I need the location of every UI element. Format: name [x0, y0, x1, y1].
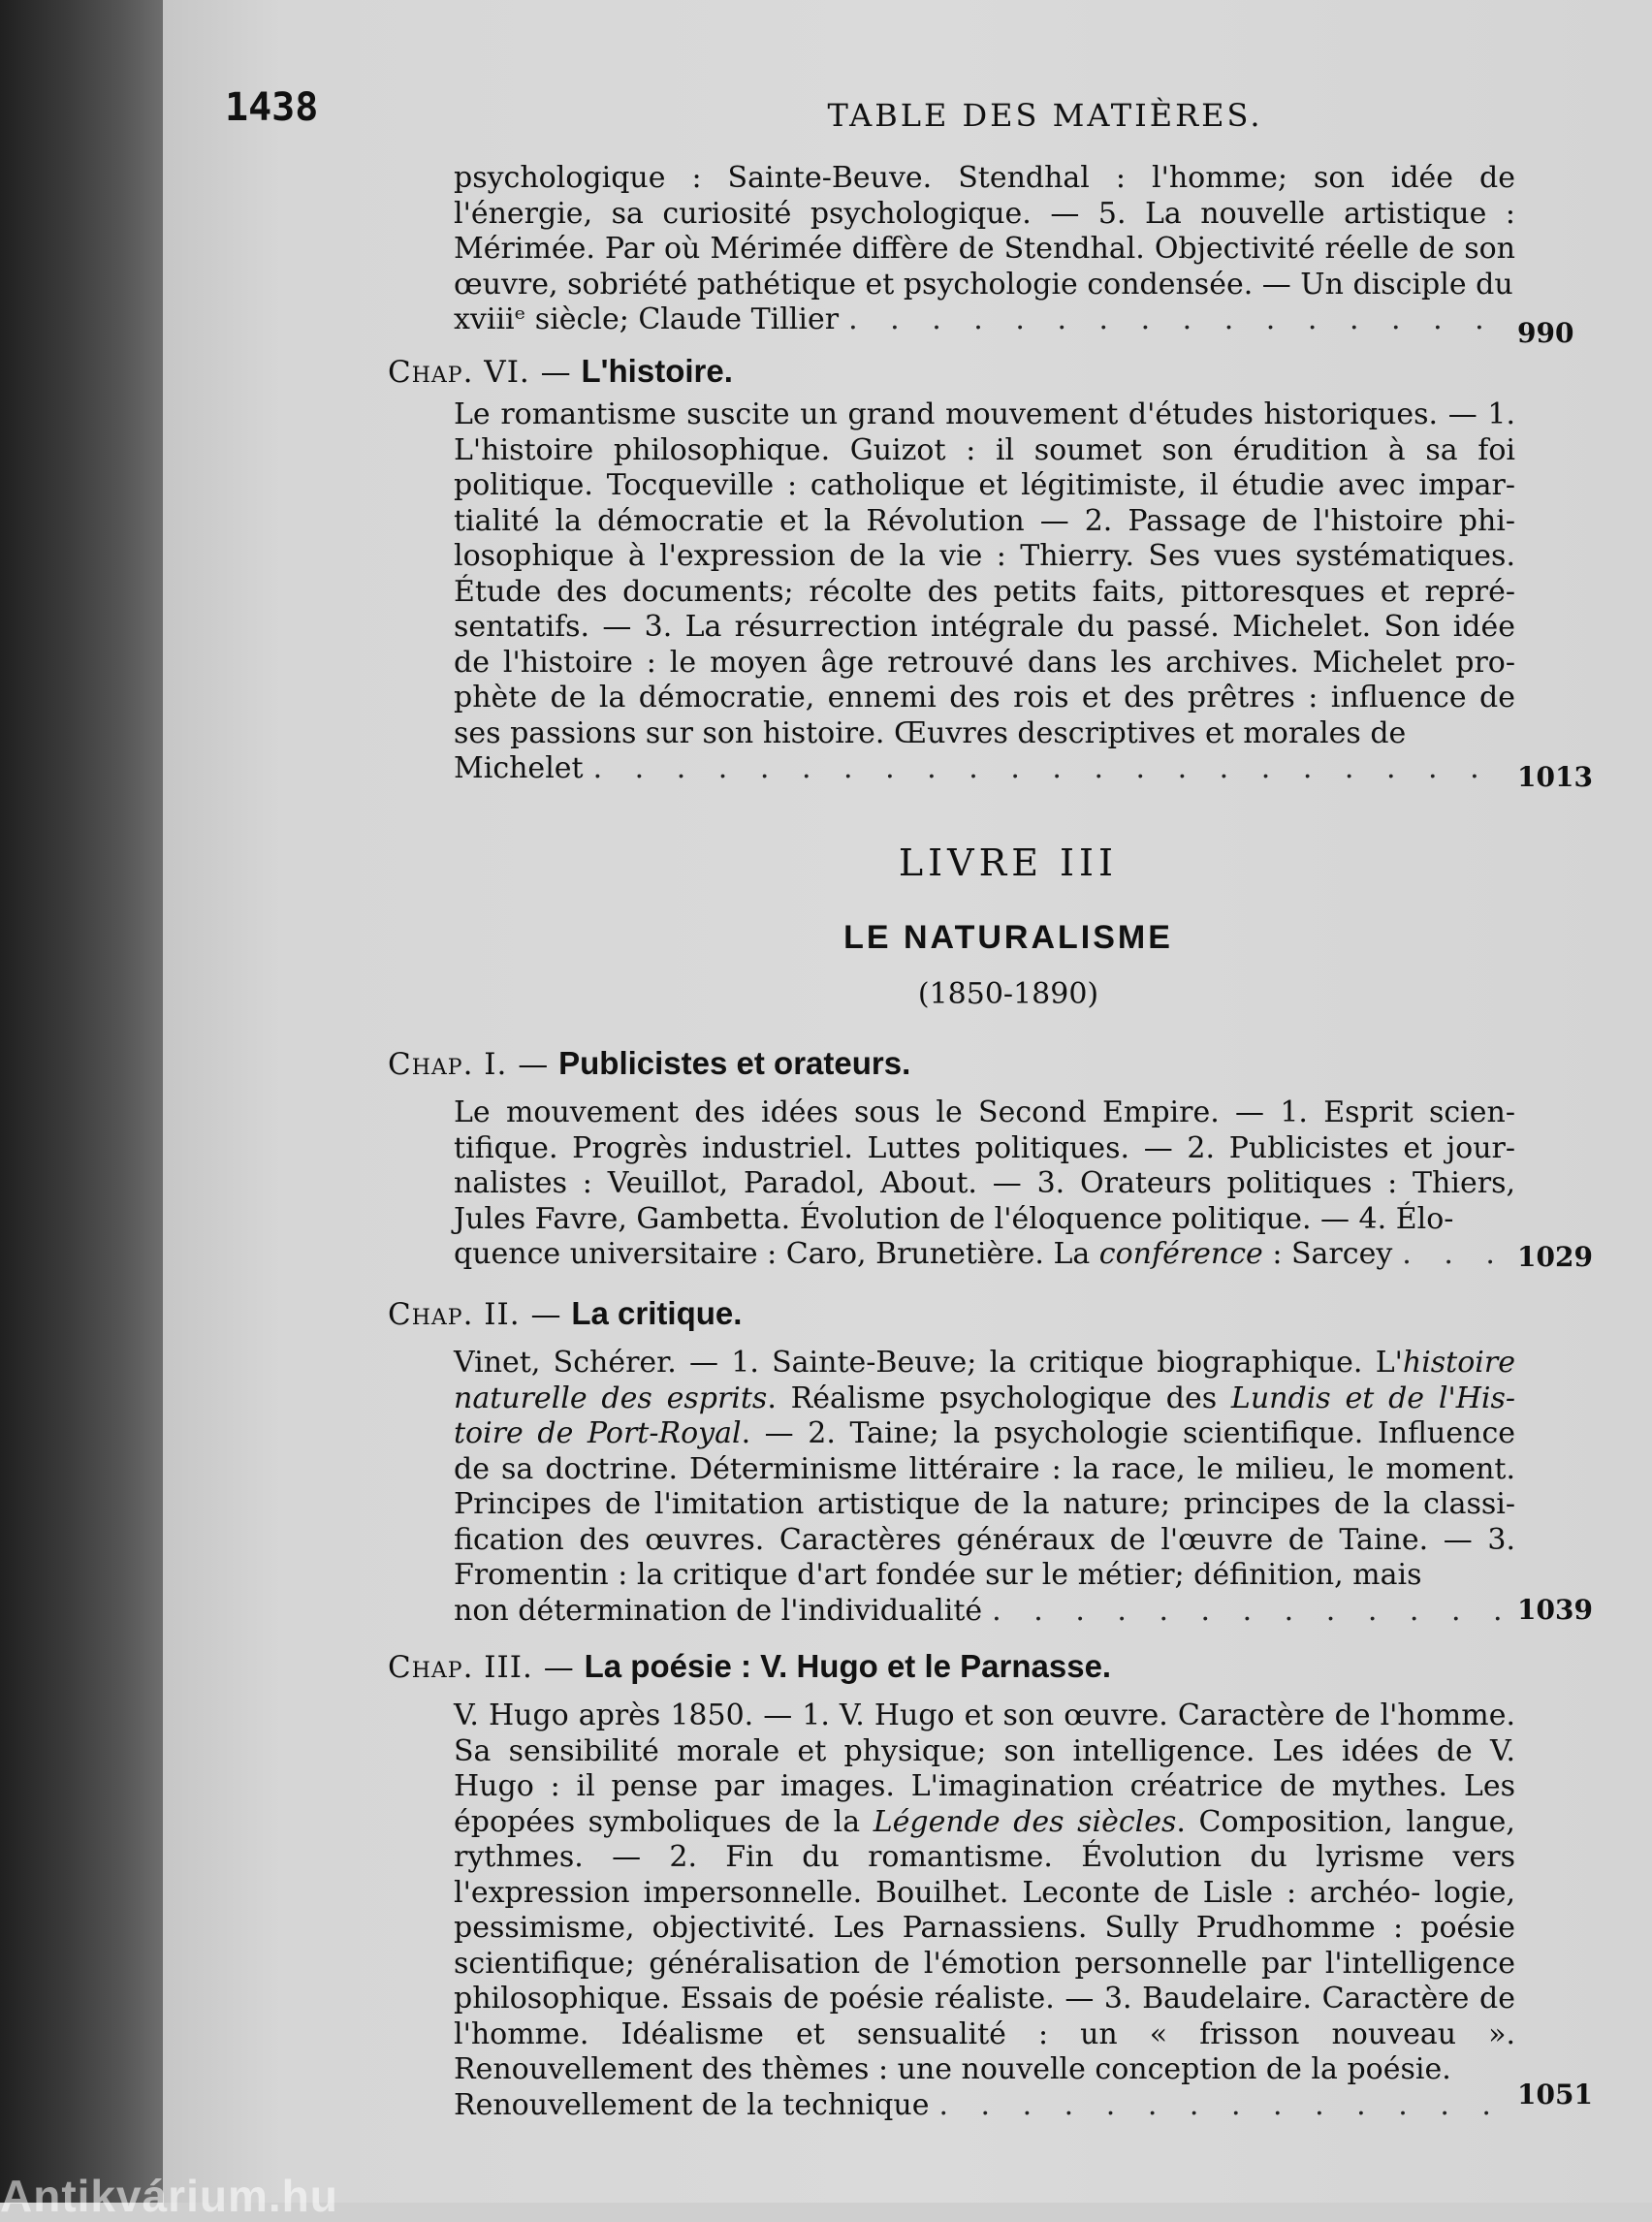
book-part-dates: (1850-1890): [917, 977, 1099, 1011]
toc-entry-chap-i: [454, 1095, 1515, 1273]
page-number: 1438: [225, 85, 319, 130]
entry-text: V. Hugo après 1850. — 1. V. Hugo et son œuvre. Caractère de l'homme. Sa sensibilité morale et physique; son intelligence. Les idées de V. Hugo : il pense par images. L'imagination créatrice de mythes. Les épopées symboliques de la Légende des siècles. Composition, langue, rythmes. — 2. Fin du romantisme. Évolution du lyrisme vers l'expression impersonnelle. Bouilhet. Leconte de Lisle : archéo- logie, pessimisme, objectivité. Les Parnassiens. Sully Prudhomme : poésie scientifique; généralisation de l'émotion personnelle par l'intelligence philosophique. Essais de poésie réaliste. — 3. Baudelaire. Caractère de l'homme. Idéalisme et sensualité : un « frisson nouveau ». Renouvellement des thèmes : une nouvelle conception de la poésie.: [454, 1698, 1516, 2086]
page-reference: 1051: [1517, 2079, 1593, 2111]
watermark: Antikvárium.hu: [0, 2171, 338, 2221]
entry-text: Le romantisme suscite un grand mouvement d'études historiques. — 1. L'histoire philosophique. Guizot : il soumet son érudition à sa foi politique. Tocqueville : catholique et légitimiste, il étudie avec impar- tialité la démocratie et la Révolution — 2. Passage de l'histoire phi- losophique à l'expression de la vie : Thierry. Ses vues systématiques. Étude des documents; récolte des petits faits, pittoresques et repré- sentatifs. — 3. La résurrection intégrale du passé. Michelet. Son idée de l'histoire : le moyen âge retrouvé dans les archives. Michelet pro- phète de la démocratie, ennemi des rois et des prêtres : influence de ses passions sur son histoire. Œuvres descriptives et morales de: [454, 397, 1515, 750]
page-reference: 1029: [1517, 1241, 1593, 1273]
chapter-heading: Chap. III. — La poésie : V. Hugo et le Parnasse.: [388, 1648, 1112, 1685]
book-part-title: LE NATURALISME: [843, 919, 1173, 956]
chapter-heading: Chap. VI. — L'histoire.: [388, 353, 733, 390]
entry-text: Vinet, Schérer. — 1. Sainte-Beuve; la critique biographique. L'histoire naturelle des esprits. Réalisme psychologique des Lundis et de l'His- toire de Port-Royal. — 2. Taine; la psychologie scientifique. Influence de sa doctrine. Déterminisme littéraire : la race, le milieu, le moment. Principes de l'imitation artistique de la nature; principes de la classi- fication des œuvres. Caractères généraux de l'œuvre de Taine. — 3. Fromentin : la critique d'art fondée sur le métier; définition, mais: [454, 1346, 1516, 1592]
running-title: TABLE DES MATIÈRES.: [827, 97, 1263, 134]
toc-entry-carryover: [454, 161, 1515, 338]
toc-entry-chap-vi: [454, 397, 1515, 787]
page-reference: 1039: [1517, 1594, 1593, 1626]
page-reference: 1013: [1517, 761, 1593, 793]
toc-leader-line: xviiiᵉ siècle; Claude Tillier . . .: [454, 302, 1515, 338]
toc-leader-line: Renouvellement de la technique . . .: [454, 2088, 1515, 2124]
toc-leader-line: Michelet . . .: [454, 751, 1515, 787]
book-binding-shadow: [0, 0, 163, 2203]
entry-text: Le mouvement des idées sous le Second Empire. — 1. Esprit scien- tifique. Progrès industriel. Luttes politiques. — 2. Publicistes et jour- nalistes : Veuillot, Paradol, About. — 3. Orateurs politiques : Thiers, Jules Favre, Gambetta. Évolution de l'éloquence politique. — 4. Élo-: [454, 1095, 1515, 1236]
chapter-heading: Chap. II. — La critique.: [388, 1295, 743, 1332]
book-part-number: LIVRE III: [898, 841, 1119, 884]
chapter-heading: Chap. I. — Publicistes et orateurs.: [388, 1045, 911, 1082]
page-reference: 990: [1517, 317, 1574, 349]
toc-leader-line: non détermination de l'individualité . . .: [454, 1594, 1515, 1630]
entry-text: psychologique : Sainte-Beuve. Stendhal : l'homme; son idée de l'énergie, sa curiosité psychologique. — 5. La nouvelle artistique : Mérimée. Par où Mérimée diffère de Stendhal. Objectivité réelle de son œuvre, sobriété pathétique et psychologie condensée. — Un disciple du: [454, 161, 1515, 302]
toc-entry-chap-ii: [454, 1346, 1515, 1629]
toc-entry-chap-iii: [454, 1698, 1515, 2123]
toc-leader-line: quence universitaire : Caro, Brunetière. La conférence : Sarcey . . .: [454, 1237, 1515, 1273]
